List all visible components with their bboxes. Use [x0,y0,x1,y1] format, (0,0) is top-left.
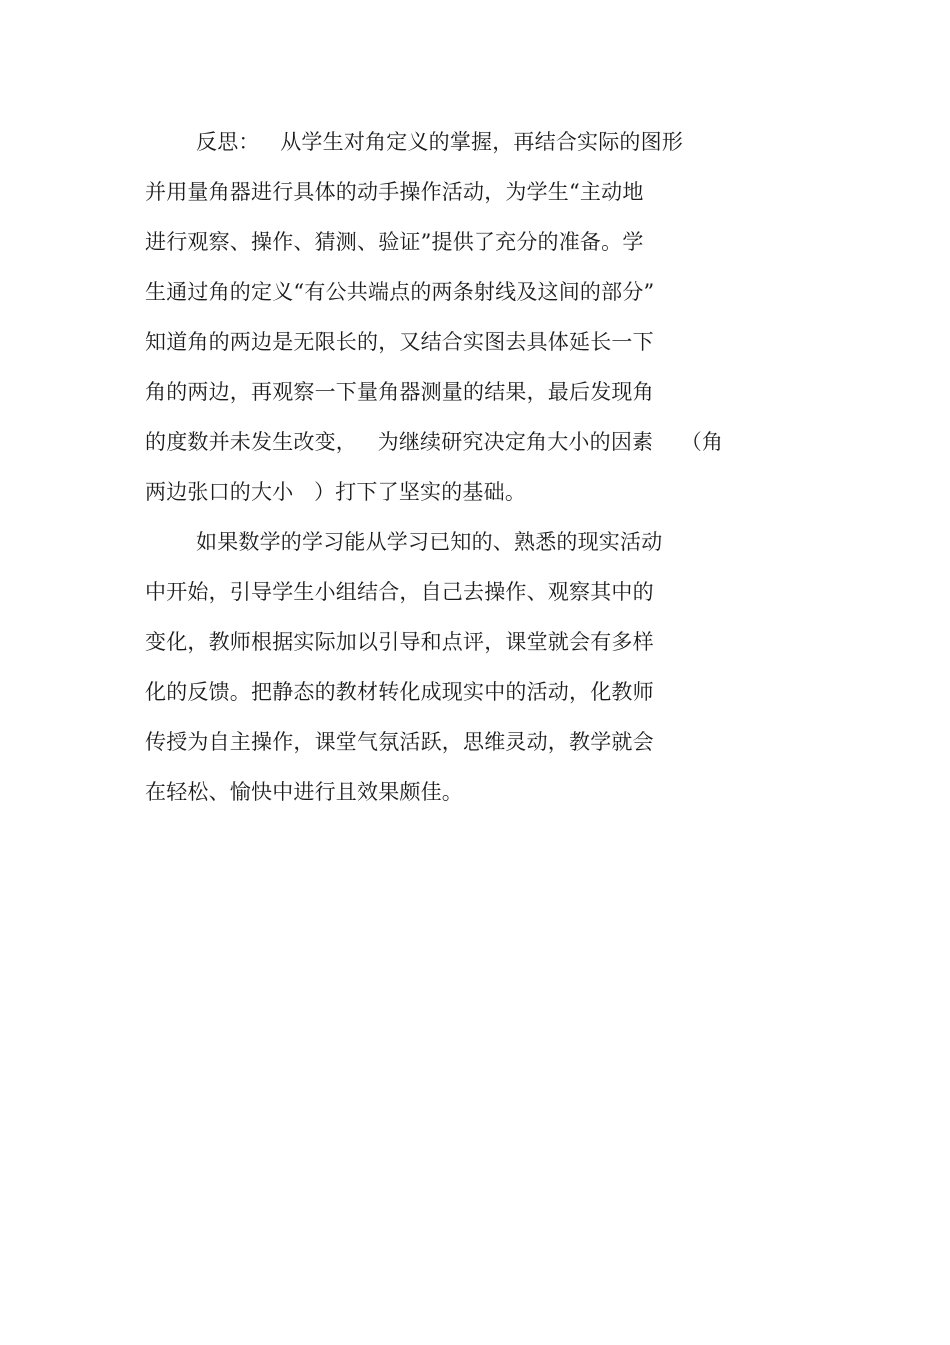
text-line: 生通过角的定义“有公共端点的两条射线及这间的部分” [145,280,655,304]
text-line: 两边张口的大小 ）打下了坚实的基础。 [145,480,527,504]
text-line: 传授为自主操作，课堂气氛活跃，思维灵动，教学就会 [145,730,654,754]
text-line: 并用量角器进行具体的动手操作活动，为学生“主动地 [145,180,644,204]
text-line: 如果数学的学习能从学习已知的、熟悉的现实活动 [196,530,663,554]
text-line: 化的反馈。把静态的教材转化成现实中的活动，化教师 [145,680,654,704]
text-line: 变化，教师根据实际加以引导和点评，课堂就会有多样 [145,630,654,654]
text-line: 进行观察、操作、猜测、验证”提供了充分的准备。学 [145,230,644,254]
text-line: 中开始，引导学生小组结合，自己去操作、观察其中的 [145,580,654,604]
text-line: 知道角的两边是无限长的，又结合实图去具体延长一下 [145,330,654,354]
text-line: 角的两边，再观察一下量角器测量的结果，最后发现角 [145,380,654,404]
text-line: 的度数并未发生改变， 为继续研究决定角大小的因素 （角 [145,430,724,454]
text-line: 反思： 从学生对角定义的掌握，再结合实际的图形 [196,130,684,154]
text-line: 在轻松、愉快中进行且效果颇佳。 [145,780,463,804]
